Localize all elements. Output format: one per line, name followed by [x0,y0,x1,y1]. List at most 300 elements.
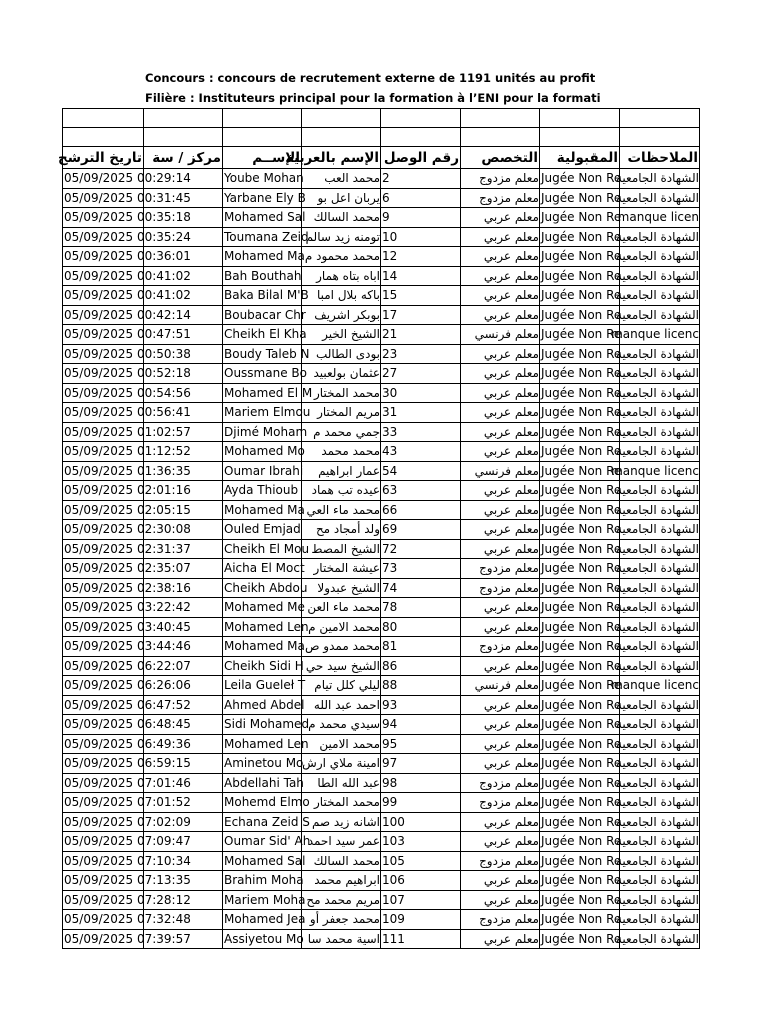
cell-name: Cheikh El Kha [223,325,302,345]
cell-date: 05/09/2025 03:40:45 [63,617,144,637]
cell-arabic-name: امينة ملاي ارش [302,754,381,774]
header-name: الإســم [223,147,302,169]
cell-name: Mohamed Sal [223,851,302,871]
cell-eligibility: Jugée Non Re [540,344,620,364]
cell-remarks: الشهادة الجامعية [620,598,700,618]
table-row [63,793,700,813]
cell-specialty: معلم عربي [461,812,540,832]
cell-eligibility: Jugée Non Re [540,793,620,813]
cell-date: 05/09/2025 01:02:57 [63,422,144,442]
cell-eligibility: Jugée Non Re [540,929,620,949]
cell-remarks: الشهادة الجامعية [620,247,700,267]
table-row [63,637,700,657]
table-row [63,715,700,735]
cell-arabic-name: اسية محمد سا [302,929,381,949]
cell-specialty: معلم عربي [461,227,540,247]
cell-arabic-name: عبد الله الطا [302,773,381,793]
cell-specialty: معلم عربي [461,598,540,618]
cell-remarks: الشهادة الجامعية [620,578,700,598]
cell-arabic-name: الشيخ المصط [302,539,381,559]
cell-name: Mohamed Jea [223,910,302,930]
cell-eligibility: Jugée Non Re [540,598,620,618]
cell-date: 05/09/2025 00:36:01 [63,247,144,267]
table-row [63,481,700,501]
cell-arabic-name: محمد ماء العن [302,598,381,618]
cell-receipt: 86 [381,656,461,676]
cell-arabic-name: عيشة المختار [302,559,381,579]
table-row [63,734,700,754]
cell-remarks: الشهادة الجامعية [620,266,700,286]
cell-eligibility: Jugée Non Re [540,734,620,754]
cell-receipt: 30 [381,383,461,403]
cell-remarks: الشهادة الجامعية [620,442,700,462]
cell-name: Baka Bilal M'B [223,286,302,306]
cell-name: Djimé Moham [223,422,302,442]
cell-receipt: 78 [381,598,461,618]
cell-receipt: 31 [381,403,461,423]
table-row [63,266,700,286]
cell-arabic-name: محمد المختار [302,793,381,813]
cell-date: 05/09/2025 02:01:16 [63,481,144,501]
header-receipt: رقم الوصل [381,147,461,169]
cell-date: 05/09/2025 00:42:14 [63,305,144,325]
cell-remarks: الشهادة الجامعية [620,890,700,910]
cell-name: Aminetou Mo [223,754,302,774]
cell-eligibility: Jugée Non Re [540,637,620,657]
cell-arabic-name: محمد ماء العي [302,500,381,520]
cell-name: Sidi Mohamed [223,715,302,735]
cell-arabic-name: اباه بتاه همار [302,266,381,286]
cell-specialty: معلم عربي [461,403,540,423]
cell-name: Boudy Taleb N [223,344,302,364]
cell-remarks: الشهادة الجامعية [620,559,700,579]
cell-arabic-name: محمد جعفر أو [302,910,381,930]
cell-name: Brahim Moha [223,871,302,891]
cell-arabic-name: ولد أمجاد مح [302,520,381,540]
cell-remarks: الشهادة الجامعية [620,871,700,891]
table-row [63,910,700,930]
table-row [63,422,700,442]
cell-name: Cheikh Abdou [223,578,302,598]
cell-remarks: الشهادة الجامعية [620,286,700,306]
cell-date: 05/09/2025 02:31:37 [63,539,144,559]
cell-receipt: 23 [381,344,461,364]
cell-date: 05/09/2025 07:09:47 [63,832,144,852]
cell-arabic-name: الشيخ الخير [302,325,381,345]
cell-date: 05/09/2025 00:35:18 [63,208,144,228]
cell-specialty: معلم عربي [461,734,540,754]
cell-specialty: معلم عربي [461,266,540,286]
cell-remarks: الشهادة الجامعية [620,344,700,364]
cell-name: Mohamed Mo [223,442,302,462]
cell-arabic-name: عثمان بولعبيد [302,364,381,384]
cell-receipt: 72 [381,539,461,559]
cell-eligibility: Jugée Non Re [540,383,620,403]
cell-name: Toumana Zeid [223,227,302,247]
header-eligibility: المقبولية [540,147,620,169]
cell-date: 05/09/2025 07:10:34 [63,851,144,871]
cell-arabic-name: محمد الامين م [302,617,381,637]
cell-arabic-name: محمد ممدو ص [302,637,381,657]
cell-name: Mohamed Sal [223,208,302,228]
cell-eligibility: Jugée Non Re [540,539,620,559]
header-centre: مركز / سة [144,147,223,169]
cell-remarks: الشهادة الجامعية [620,188,700,208]
cell-receipt: 63 [381,481,461,501]
cell-eligibility: Jugée Non Re [540,325,620,345]
cell-receipt: 109 [381,910,461,930]
cell-remarks: الشهادة الجامعية [620,481,700,501]
cell-eligibility: Jugée Non Re [540,247,620,267]
cell-receipt: 74 [381,578,461,598]
cell-specialty: معلم فرنسي [461,325,540,345]
cell-arabic-name: محمد محمود م [302,247,381,267]
header-remarks: الملاحظات [620,147,700,169]
cell-date: 05/09/2025 07:13:35 [63,871,144,891]
cell-specialty: معلم عربي [461,617,540,637]
cell-name: Oussmane Bo [223,364,302,384]
cell-arabic-name: يربان اعل بو [302,188,381,208]
cell-eligibility: Jugée Non Re [540,286,620,306]
cell-receipt: 14 [381,266,461,286]
cell-arabic-name: محمد السالك [302,851,381,871]
cell-eligibility: Jugée Non Re [540,676,620,696]
cell-eligibility: Jugée Non Re [540,208,620,228]
cell-receipt: 2 [381,169,461,189]
table-row [63,695,700,715]
table-row [63,578,700,598]
cell-date: 05/09/2025 07:01:46 [63,773,144,793]
cell-arabic-name: الشيخ عبدولا [302,578,381,598]
cell-name: Cheikh Sidi H [223,656,302,676]
cell-remarks: الشهادة الجامعية [620,383,700,403]
cell-name: Assiyetou Mo [223,929,302,949]
cell-specialty: معلم مزدوج [461,188,540,208]
cell-remarks: الشهادة الجامعية [620,169,700,189]
cell-eligibility: Jugée Non Re [540,715,620,735]
cell-eligibility: Jugée Non Re [540,422,620,442]
cell-name: Leila Gueleł T [223,676,302,696]
cell-specialty: معلم مزدوج [461,559,540,579]
cell-specialty: معلم مزدوج [461,851,540,871]
cell-date: 05/09/2025 00:41:02 [63,266,144,286]
header-arabic-name: الإسم بالعربية [302,147,381,169]
table-row [63,247,700,267]
cell-name: Mohamed Len [223,734,302,754]
cell-receipt: 93 [381,695,461,715]
cell-eligibility: Jugée Non Re [540,500,620,520]
table-row [63,890,700,910]
cell-name: Bah Bouthah [223,266,302,286]
cell-remarks: الشهادة الجامعية [620,500,700,520]
cell-arabic-name: اشانه زيد صم [302,812,381,832]
cell-remarks: الشهادة الجامعية [620,364,700,384]
cell-name: Mohamed El M [223,383,302,403]
cell-date: 05/09/2025 00:47:51 [63,325,144,345]
cell-receipt: 100 [381,812,461,832]
cell-name: Mohamed Ma [223,500,302,520]
cell-name: Yarbane Ely B [223,188,302,208]
cell-eligibility: Jugée Non Re [540,188,620,208]
cell-remarks: الشهادة الجامعية [620,929,700,949]
cell-arabic-name: محمد العب [302,169,381,189]
cell-receipt: 10 [381,227,461,247]
cell-eligibility: Jugée Non Re [540,754,620,774]
cell-specialty: معلم عربي [461,539,540,559]
cell-name: Mariem Elmou [223,403,302,423]
table-row [63,559,700,579]
table-row [63,364,700,384]
cell-eligibility: Jugée Non Re [540,266,620,286]
table-row [63,442,700,462]
cell-specialty: معلم عربي [461,286,540,306]
table-row [63,539,700,559]
cell-receipt: 73 [381,559,461,579]
cell-receipt: 81 [381,637,461,657]
cell-arabic-name: ابراهيم محمد [302,871,381,891]
cell-date: 05/09/2025 06:59:15 [63,754,144,774]
table-row [63,188,700,208]
cell-receipt: 6 [381,188,461,208]
table-row [63,169,700,189]
cell-arabic-name: تومنه زيد سالم [302,227,381,247]
cell-eligibility: Jugée Non Re [540,695,620,715]
cell-specialty: معلم مزدوج [461,169,540,189]
cell-specialty: معلم عربي [461,305,540,325]
cell-eligibility: Jugée Non Re [540,461,620,481]
cell-remarks: الشهادة الجامعية [620,422,700,442]
table-row [63,754,700,774]
cell-remarks: الشهادة الجامعية [620,773,700,793]
cell-remarks: manque licenc [620,676,700,696]
table-row [63,305,700,325]
cell-receipt: 27 [381,364,461,384]
cell-remarks: الشهادة الجامعية [620,520,700,540]
table-row [63,676,700,696]
cell-specialty: معلم عربي [461,247,540,267]
cell-remarks: الشهادة الجامعية [620,793,700,813]
cell-specialty: معلم عربي [461,832,540,852]
cell-date: 05/09/2025 01:36:35 [63,461,144,481]
cell-name: Boubacar Chr [223,305,302,325]
cell-arabic-name: مريم محمد مح [302,890,381,910]
cell-specialty: معلم مزدوج [461,793,540,813]
cell-receipt: 99 [381,793,461,813]
cell-remarks: الشهادة الجامعية [620,403,700,423]
cell-eligibility: Jugée Non Re [540,773,620,793]
cell-date: 05/09/2025 06:26:06 [63,676,144,696]
cell-name: Mohamed Ma [223,637,302,657]
cell-eligibility: Jugée Non Re [540,910,620,930]
cell-eligibility: Jugée Non Re [540,481,620,501]
cell-date: 05/09/2025 02:30:08 [63,520,144,540]
cell-name: Oumar Ibrahi [223,461,302,481]
cell-eligibility: Jugée Non Re [540,656,620,676]
cell-receipt: 98 [381,773,461,793]
cell-date: 05/09/2025 07:01:52 [63,793,144,813]
cell-name: Mohamed Len [223,617,302,637]
cell-receipt: 88 [381,676,461,696]
cell-receipt: 97 [381,754,461,774]
cell-specialty: معلم عربي [461,754,540,774]
table-row [63,208,700,228]
cell-name: Abdellahi Tah [223,773,302,793]
cell-specialty: معلم عربي [461,871,540,891]
cell-receipt: 66 [381,500,461,520]
cell-eligibility: Jugée Non Re [540,890,620,910]
cell-arabic-name: احمد عبد الله [302,695,381,715]
table-row [63,773,700,793]
cell-eligibility: Jugée Non Re [540,559,620,579]
header-specialty: التخصص [461,147,540,169]
cell-eligibility: Jugée Non Re [540,617,620,637]
cell-arabic-name: عمار ابراهيم [302,461,381,481]
cell-date: 05/09/2025 02:38:16 [63,578,144,598]
table-row [63,617,700,637]
cell-remarks: الشهادة الجامعية [620,305,700,325]
cell-date: 05/09/2025 02:35:07 [63,559,144,579]
cell-arabic-name: ليلي كلل تيام [302,676,381,696]
cell-specialty: معلم عربي [461,929,540,949]
cell-eligibility: Jugée Non Re [540,227,620,247]
cell-date: 05/09/2025 03:44:46 [63,637,144,657]
cell-date: 05/09/2025 06:48:45 [63,715,144,735]
cell-specialty: معلم مزدوج [461,773,540,793]
cell-eligibility: Jugée Non Re [540,364,620,384]
cell-specialty: معلم عربي [461,422,540,442]
concours-title: Concours : concours de recrutement externe de 1191 unités au profit [145,71,596,85]
cell-receipt: 80 [381,617,461,637]
cell-name: Ouled Emjad [223,520,302,540]
cell-eligibility: Jugée Non Re [540,871,620,891]
cell-arabic-name: عيده تب هماد [302,481,381,501]
cell-name: Yoube Mohan [223,169,302,189]
table-row [63,656,700,676]
cell-specialty: معلم مزدوج [461,637,540,657]
cell-name: Ayda Thioub [223,481,302,501]
cell-specialty: معلم فرنسي [461,676,540,696]
cell-date: 05/09/2025 00:31:45 [63,188,144,208]
cell-date: 05/09/2025 01:12:52 [63,442,144,462]
cell-arabic-name: بودى الطالب [302,344,381,364]
cell-eligibility: Jugée Non Re [540,442,620,462]
cell-remarks: الشهادة الجامعية [620,734,700,754]
cell-arabic-name: محمد المختار [302,383,381,403]
cell-remarks: الشهادة الجامعية [620,695,700,715]
table-row [63,344,700,364]
cell-date: 05/09/2025 00:54:56 [63,383,144,403]
cell-date: 05/09/2025 07:02:09 [63,812,144,832]
table-row [63,500,700,520]
cell-receipt: 21 [381,325,461,345]
cell-remarks: manque licenc [620,325,700,345]
table-row [63,286,700,306]
cell-date: 05/09/2025 00:52:18 [63,364,144,384]
cell-remarks: الشهادة الجامعية [620,812,700,832]
cell-receipt: 105 [381,851,461,871]
table-row [63,832,700,852]
cell-receipt: 69 [381,520,461,540]
cell-eligibility: Jugée Non Re [540,578,620,598]
cell-name: Echana Zeid S [223,812,302,832]
cell-date: 05/09/2025 06:22:07 [63,656,144,676]
table-row [63,871,700,891]
cell-name: Mariem Moha [223,890,302,910]
cell-arabic-name: جمي محمد م [302,422,381,442]
cell-date: 05/09/2025 03:22:42 [63,598,144,618]
cell-receipt: 17 [381,305,461,325]
cell-specialty: معلم عربي [461,656,540,676]
cell-specialty: معلم عربي [461,344,540,364]
cell-remarks: الشهادة الجامعية [620,715,700,735]
cell-date: 05/09/2025 00:29:14 [63,169,144,189]
cell-receipt: 15 [381,286,461,306]
cell-specialty: معلم عربي [461,383,540,403]
cell-receipt: 103 [381,832,461,852]
cell-receipt: 54 [381,461,461,481]
cell-remarks: الشهادة الجامعية [620,910,700,930]
cell-specialty: معلم عربي [461,520,540,540]
cell-arabic-name: سيدي محمد م [302,715,381,735]
candidates-table [57,108,700,949]
cell-specialty: معلم فرنسي [461,461,540,481]
cell-receipt: 33 [381,422,461,442]
cell-specialty: معلم عربي [461,500,540,520]
cell-remarks: الشهادة الجامعية [620,637,700,657]
cell-date: 05/09/2025 07:39:57 [63,929,144,949]
table-row [63,851,700,871]
cell-name: Mohemd Elmo [223,793,302,813]
cell-date: 05/09/2025 02:05:15 [63,500,144,520]
cell-receipt: 95 [381,734,461,754]
filiere-title: Filière : Instituteurs principal pour la formation à l’ENI pour la formati [145,91,601,105]
cell-eligibility: Jugée Non Re [540,305,620,325]
cell-date: 05/09/2025 00:56:41 [63,403,144,423]
cell-receipt: 94 [381,715,461,735]
cell-receipt: 12 [381,247,461,267]
table-header-row [63,147,700,169]
cell-receipt: 107 [381,890,461,910]
cell-remarks: الشهادة الجامعية [620,227,700,247]
cell-arabic-name: محمد السالك [302,208,381,228]
cell-name: Mohamed Ma [223,247,302,267]
header-date: تاريخ الترشح [63,147,144,169]
table-row [63,383,700,403]
cell-remarks: الشهادة الجامعية [620,539,700,559]
table-row [63,812,700,832]
cell-name: Oumar Sid' Ah [223,832,302,852]
cell-receipt: 9 [381,208,461,228]
cell-date: 05/09/2025 06:47:52 [63,695,144,715]
table-row [63,227,700,247]
cell-receipt: 106 [381,871,461,891]
table-row [63,403,700,423]
table-row [63,520,700,540]
cell-name: Cheikh El Mou [223,539,302,559]
cell-arabic-name: محمد الامين [302,734,381,754]
cell-date: 05/09/2025 07:32:48 [63,910,144,930]
cell-arabic-name: باكه بلال امبا [302,286,381,306]
cell-specialty: معلم عربي [461,442,540,462]
blank-row [63,128,700,147]
cell-remarks: الشهادة الجامعية [620,851,700,871]
cell-name: Mohamed Me [223,598,302,618]
cell-specialty: معلم مزدوج [461,910,540,930]
cell-specialty: معلم عربي [461,890,540,910]
cell-arabic-name: محمد محمد [302,442,381,462]
cell-eligibility: Jugée Non Re [540,403,620,423]
cell-date: 05/09/2025 07:28:12 [63,890,144,910]
